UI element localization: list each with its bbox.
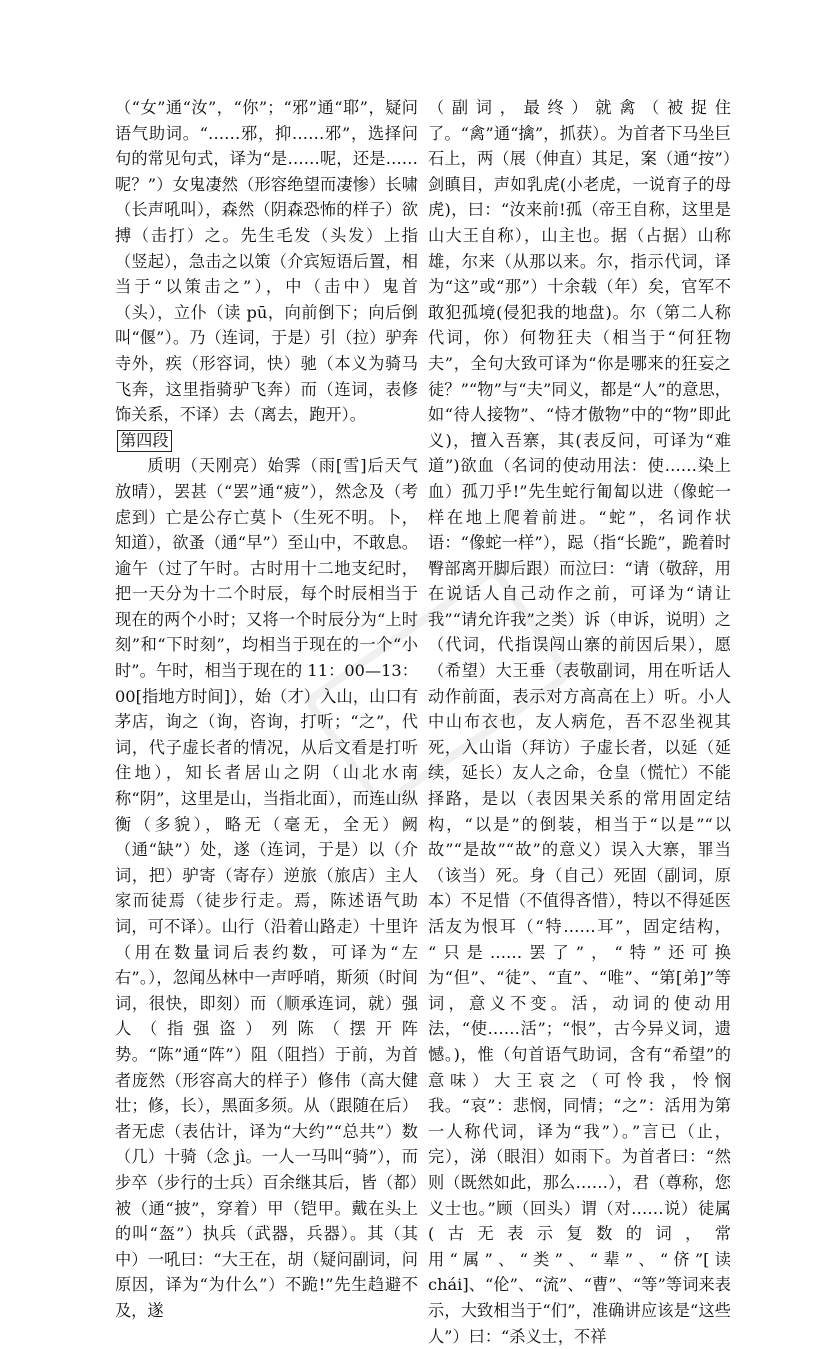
left-paragraph-1: （“女”通“汝”，“你”；“邪”通“耶”，疑问语气助词。“……邪，抑……邪”，选择问句的常见句式，译为“是……呢，还是……呢？”）女鬼凄然（形容绝望而凄惨）长啸（长声吼叫），森然（阴森恐怖的样子）欲搏（击打）之。先生毛发（头发）上指（竖起），急击之以策（介宾短语后置，相当于“以策击之”），中（击中）鬼首（头），立仆（读 pū，向前倒下；向后倒叫“偃”）。乃（连词，于是）引（拉）驴奔寺外，疾（形容词，快）驰（本义为骑马飞奔，这里指骑驴飞奔）而（连词，表修饰关系，不译）去（离去，跑开）。: [115, 98, 418, 425]
right-paragraph-1: （副词，最终）就禽（被捉住了。“禽”通“擒”，抓获）。为首者下马坐巨石上，两（展（伸直）其足，案（通“按”）剑瞋目，声如乳虎(小老虎，一说育子的母虎)，曰：“汝来前!孤（帝王自称，这里是山大王自称），山主也。据（占据）山称雄，尔来（从那以来。尔，指示代词，译为“这”或“那”）十余载（年）矣，官军不敢犯孤境(侵犯我的地盘)。尔（第二人称代词，你）何物狂夫（相当于“何狂物夫”，全句大致可译为“你是哪来的狂妄之徒？”“物”与“夫”同义，都是“人”的意思，如“待人接物”、“恃才傲物”中的“物”即此义)，擅入吾寨，其(表反问，可译为“难道”)欲血（名词的使动用法：使……染上血）孤刀乎!”先生蛇行匍匐以进（像蛇一样在地上爬着前进。“蛇”，名词作状语：“像蛇一样”），跽（指“长跪”，跪着时臀部离开脚后跟）而泣曰：“请（敬辞，用在说话人自己动作之前，可译为“请让我”“请允许我”之类）诉（申诉，说明）之（代词，代指误闯山寨的前因后果），愿（希望）大王垂（表敬副词，用在听话人动作前面，表示对方高高在上）听。小人中山布衣也，友人病危，吾不忍坐视其死，入山诣（拜访）子虚长者，以延（延续，延长）友人之命，仓皇（慌忙）不能择路，是以（表因果关系的常用固定结构，“以是”的倒装，相当于“以是”“以故”“是故”“故”的意义）误入大寨，罪当（该当）死。身（自己）死固（副词，原本）不足惜（不值得吝惜），特以不得延医活友为恨耳（“特……耳”，固定结构， “只是……罢了”，“特”还可换为“但”、“徒”、“直”、“唯”、“第[弟]”等词，意义不变。活，动词的使动用法，“使……活”；“恨”，古今异义词，遗憾。)，惟（句首语气助词，含有“希望”的意味）大王哀之（可怜我，怜悯我。“哀”：悲悯，同情；“之”：活用为第一人称代词，译为“我”）。”言已（止，完），涕（眼泪）如雨下。为首者曰：“然则（既然如此，那么……），君（尊称，您义士也。”顾（回头）谓（对……说）徒属(古无表示复数的词，常用“属”、“类”、“辈”、“侪”[读 chái]、“伦”、“流”、“曹”、“等”等词来表示，大致相当于“们”，准确讲应该是“这些人”）曰：“杀义士，不祥: [428, 98, 731, 1346]
section-heading-row: [115, 428, 418, 454]
section-label: 第四段: [117, 430, 172, 452]
left-column: [115, 95, 418, 1324]
right-column: [428, 95, 731, 1349]
left-paragraph-2: 质明（天刚亮）始霁（雨[雪]后天气放晴），罢甚（“罢”通“疲”），然念及（考虑到）亡是公存亡莫卜（生死不明。卜，知道），欲蚤（通“早”）至山中，不敢息。逾午（过了午时。古时用十二地支纪时，把一天分为十二个时辰，每个时辰相当于现在的两个小时；又将一个时辰分为“上时刻”和“下时刻”，均相当于现在的一个“小时”。午时，相当于现在的 11：00—13：00[指地方时间]），始（才）入山，山口有茅店，询之（询，咨询，打听；“之”，代词，代子虚长者的情况，从后文看是打听住地），知长者居山之阴（山北水南称“阴”，这里是山，当指北面），而连山纵衡（多貌），略无（毫无，全无）阙（通“缺”）处，遂（连词，于是）以（介词，把）驴寄（寄存）逆旅（旅店）主人家而徒焉（徒步行走。焉，陈述语气助词，可不译）。山行（沿着山路走）十里许（用在数量词后表约数，可译为“左右”。），忽闻丛林中一声呼哨，斯须（时间词，很快，即刻）而（顺承连词，就）强人（指强盗）列陈（摆开阵势。“陈”通“阵”）阻（阻挡）于前，为首者庞然（形容高大的样子）修伟（高大健壮；修，长），黑面多须。从（跟随在后）者无虑（表估计，译为“大约”“总共”）数（几）十骑（念 jì。一人一马叫“骑”），而步卒（步行的士兵）百余继其后，皆（都）被（通“披”，穿着）甲（铠甲。戴在头上的叫“盔”）执兵（武器，兵器）。其（其中）一吼曰：“大王在，胡（疑问副词，问原因，译为“为什么”）不跪!”先生趋避不及，遂: [115, 456, 418, 1320]
